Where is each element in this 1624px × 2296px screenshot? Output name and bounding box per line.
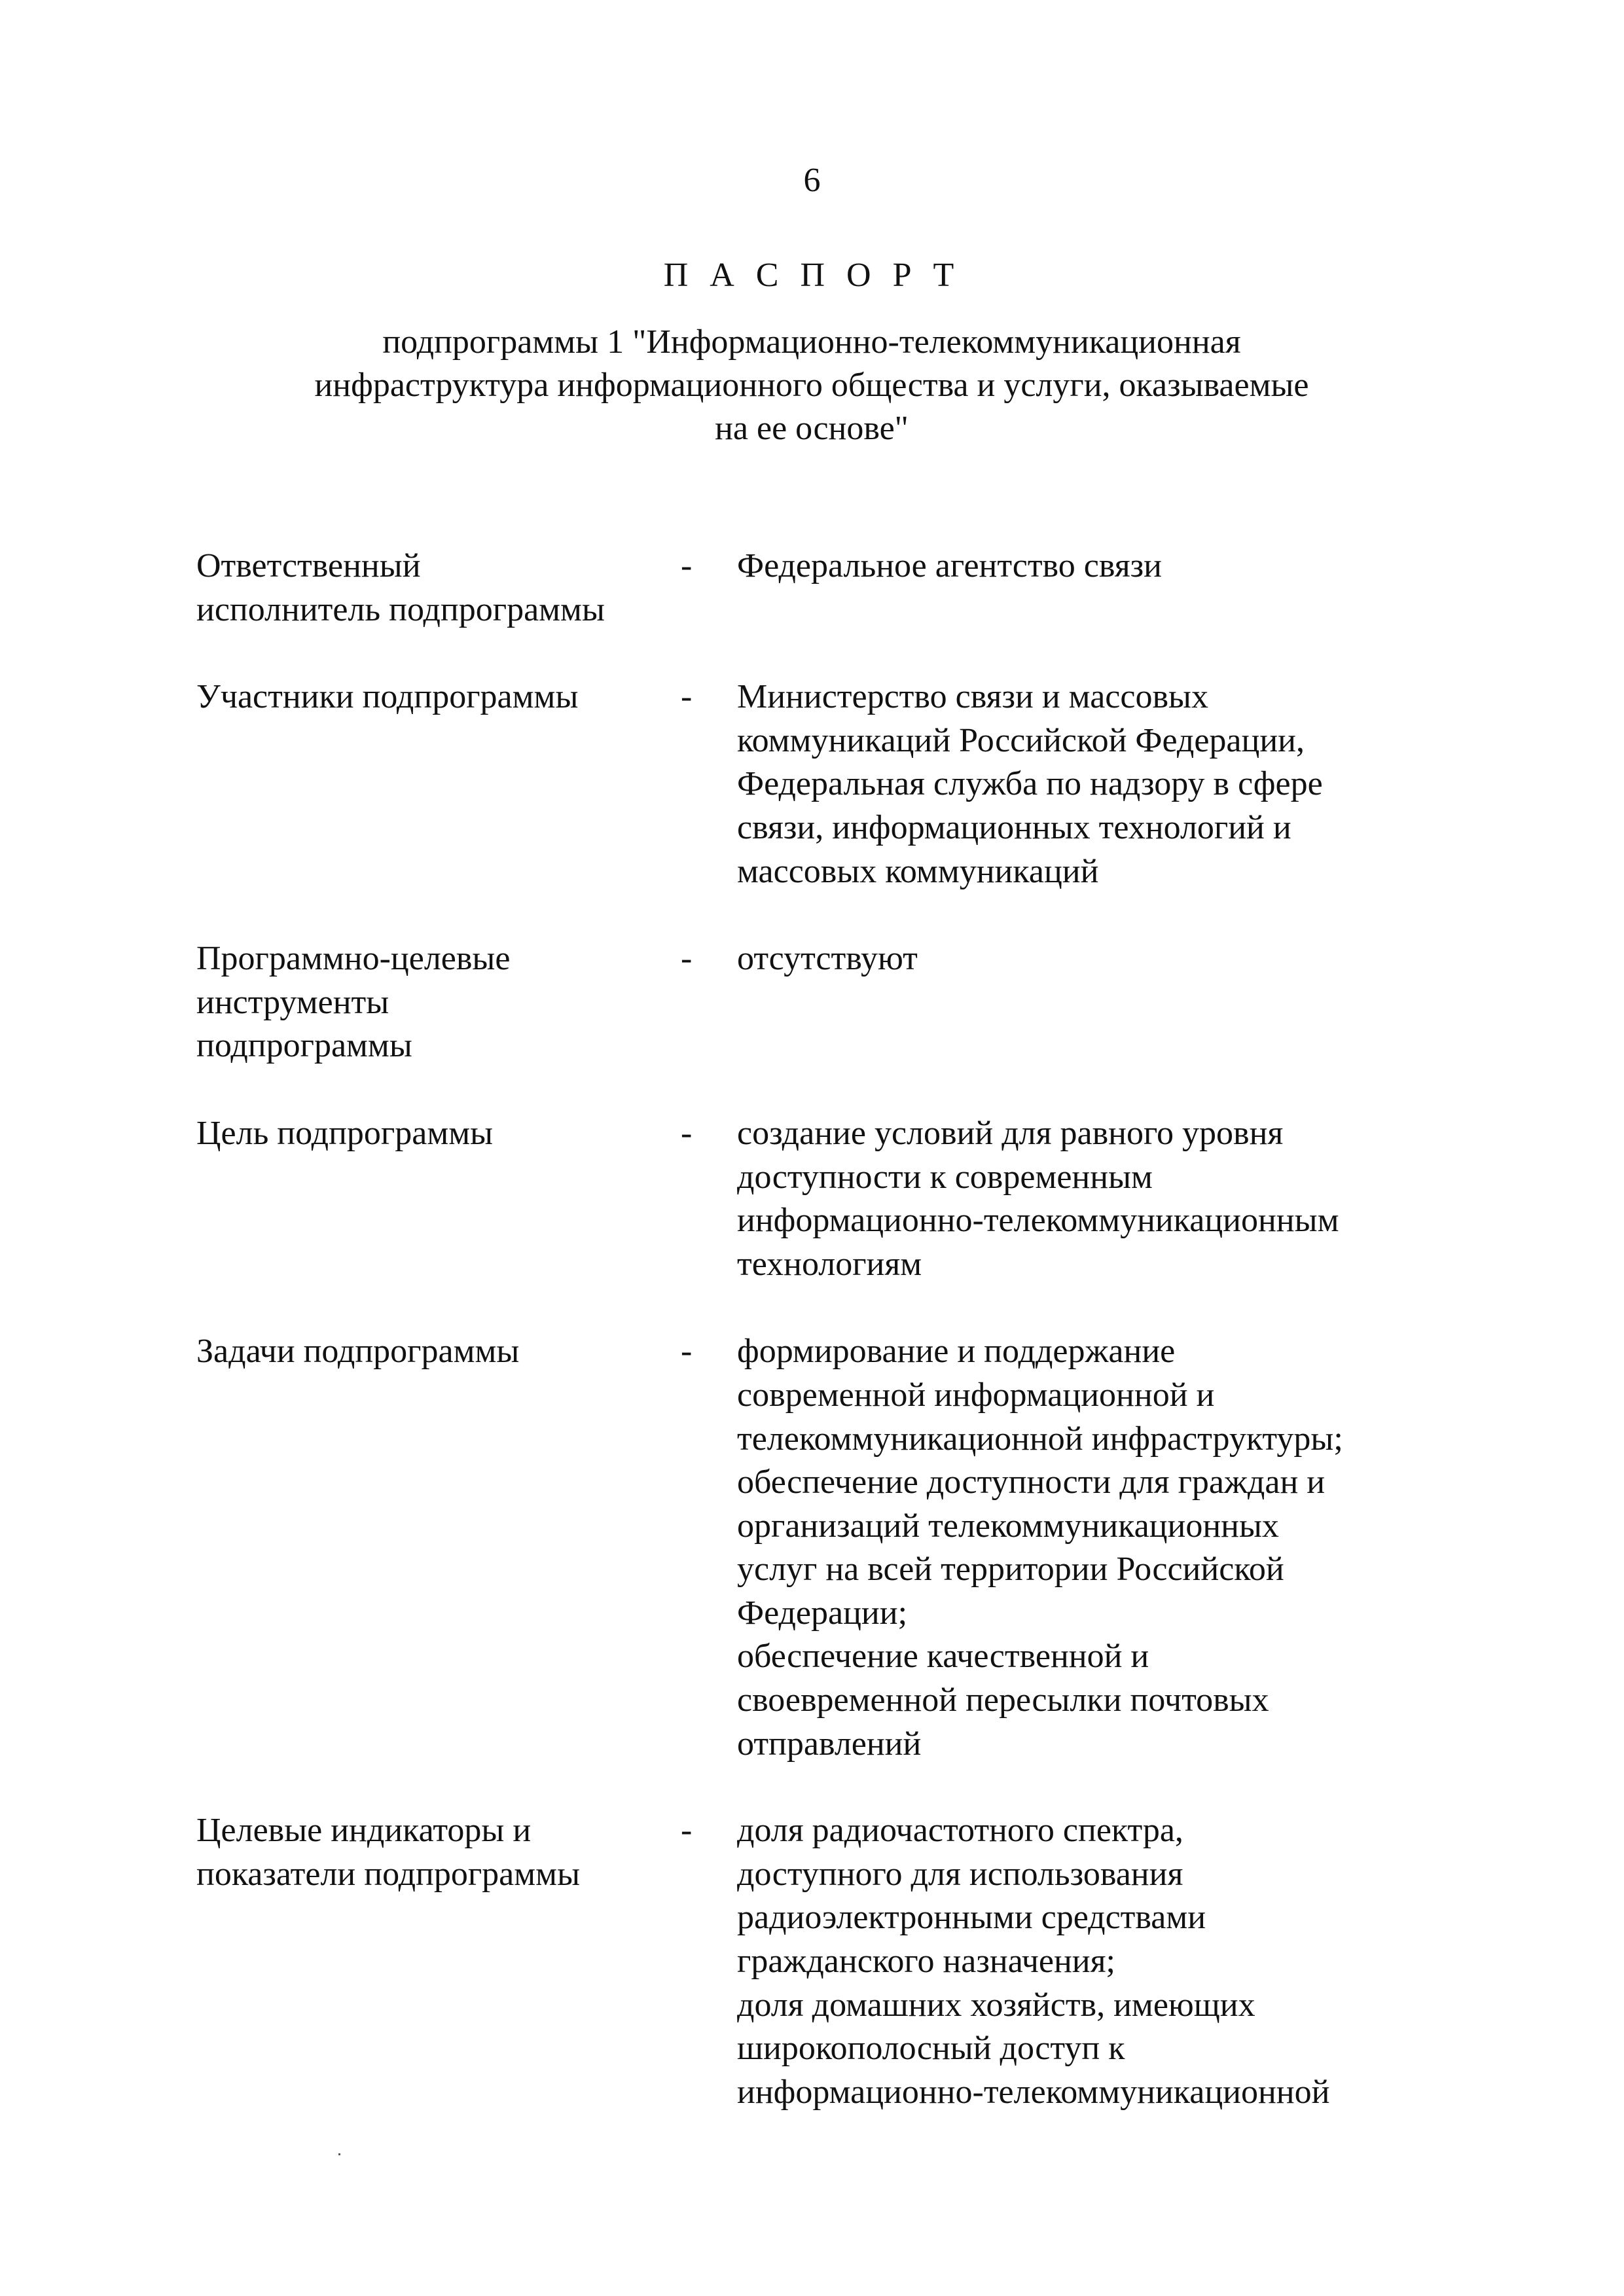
- value-line: обеспечение качественной и: [737, 1638, 1149, 1676]
- row-dash: -: [681, 678, 693, 716]
- value-line: Министерство связи и массовых: [737, 678, 1208, 716]
- value-line: обеспечение доступности для граждан и: [737, 1463, 1326, 1501]
- label-line: Программно-целевые: [196, 940, 511, 978]
- row-label: [196, 1112, 681, 1286]
- passport-row-tasks: [196, 1330, 1473, 1766]
- value-line: телекоммуникационной инфраструктуры;: [737, 1420, 1343, 1458]
- value-line: информационно-телекоммуникационным: [737, 1202, 1339, 1240]
- label-line: подпрограммы: [196, 1027, 412, 1065]
- passport-row-goal: [196, 1112, 1473, 1286]
- value-line: своевременной пересылки почтовых: [737, 1681, 1269, 1719]
- passport-row-program-target-instruments: [196, 937, 1473, 1068]
- label-line: инструменты: [196, 983, 389, 1021]
- row-label: [196, 1330, 681, 1766]
- value-line: Федерации;: [737, 1594, 908, 1632]
- row-value: [737, 937, 1473, 1068]
- label-line: Задачи подпрограммы: [196, 1333, 520, 1371]
- passport-row-participants: [196, 675, 1473, 893]
- row-dash: -: [681, 1114, 693, 1152]
- label-line: Целевые индикаторы и: [196, 1812, 532, 1850]
- value-line: Федеральное агентство связи: [737, 547, 1162, 584]
- label-line: Участники подпрограммы: [196, 678, 579, 716]
- value-line: коммуникаций Российской Федерации,: [737, 721, 1305, 759]
- value-line: доступности к современным: [737, 1158, 1153, 1196]
- value-line: отправлений: [737, 1725, 922, 1763]
- passport-row-target-indicators: [196, 1809, 1473, 2114]
- passport-table: [196, 545, 1473, 2114]
- value-line: информационно-телекоммуникационной: [737, 2073, 1330, 2111]
- row-label: [196, 545, 681, 632]
- label-line: показатели подпрограммы: [196, 1855, 581, 1893]
- value-line: Федеральная служба по надзору в сфере: [737, 765, 1323, 803]
- page-number: 6: [803, 162, 821, 199]
- value-line: доступного для использования: [737, 1855, 1183, 1893]
- value-line: услуг на всей территории Российской: [737, 1551, 1284, 1588]
- subtitle-line: на ее основе": [715, 410, 909, 447]
- row-dash: -: [681, 1812, 693, 1850]
- value-line: организаций телекоммуникационных: [737, 1507, 1279, 1545]
- label-line: Цель подпрограммы: [196, 1114, 494, 1152]
- row-label: [196, 1809, 681, 2114]
- value-line: массовых коммуникаций: [737, 852, 1099, 890]
- value-line: доля домашних хозяйств, имеющих: [737, 1986, 1255, 2024]
- row-label: [196, 675, 681, 893]
- row-value: [737, 675, 1473, 893]
- label-line: исполнитель подпрограммы: [196, 590, 605, 628]
- value-line: широкополосный доступ к: [737, 2030, 1125, 2068]
- row-label: [196, 937, 681, 1068]
- row-dash: -: [681, 547, 693, 584]
- value-line: радиоэлектронными средствами: [737, 1899, 1206, 1937]
- value-line: гражданского назначения;: [737, 1943, 1115, 1981]
- row-value: [737, 545, 1473, 632]
- label-line: Ответственный: [196, 547, 421, 584]
- value-line: отсутствуют: [737, 940, 918, 978]
- value-line: современной информационной и: [737, 1376, 1215, 1414]
- document-subtitle: [196, 321, 1427, 450]
- row-value: [737, 1809, 1473, 2114]
- row-dash: -: [681, 940, 693, 978]
- subtitle-line: инфраструктура информационного общества и услуги, оказываемые: [314, 367, 1309, 404]
- value-line: создание условий для равного уровня: [737, 1114, 1284, 1152]
- value-line: связи, информационных технологий и: [737, 808, 1291, 846]
- value-line: технологиям: [737, 1245, 922, 1283]
- row-dash: -: [681, 1333, 693, 1371]
- value-line: формирование и поддержание: [737, 1333, 1176, 1371]
- document-title: П А С П О Р Т: [663, 257, 961, 294]
- passport-row-responsible-executor: [196, 545, 1473, 632]
- row-value: [737, 1112, 1473, 1286]
- scan-speck: [338, 2153, 340, 2155]
- subtitle-line: подпрограммы 1 "Информационно-телекоммуникационная: [382, 323, 1241, 361]
- value-line: доля радиочастотного спектра,: [737, 1812, 1183, 1850]
- row-value: [737, 1330, 1473, 1766]
